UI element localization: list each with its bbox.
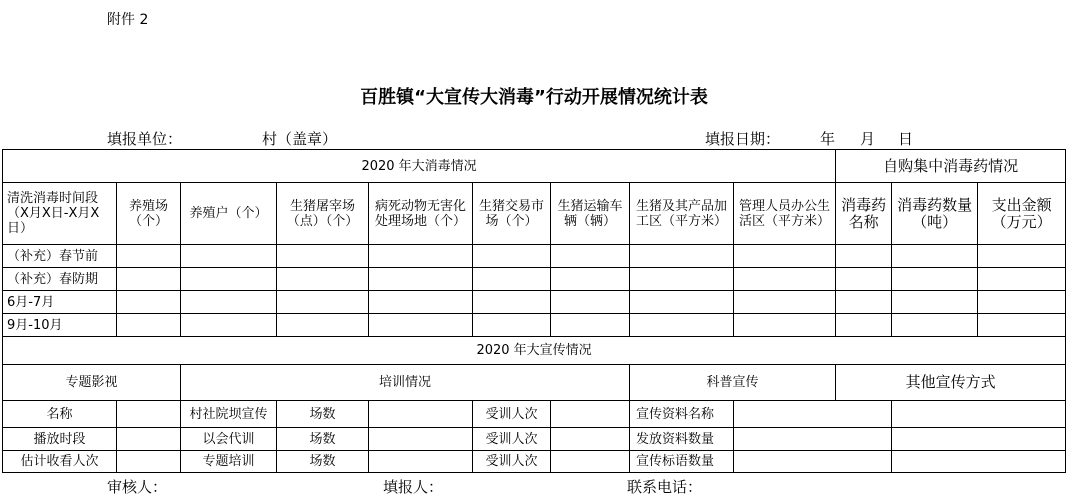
col-header-drug-name: 消毒药名称 [836, 183, 892, 245]
data-cell[interactable] [734, 428, 892, 451]
data-cell[interactable] [277, 268, 369, 291]
data-cell[interactable] [181, 291, 277, 314]
data-cell[interactable] [630, 245, 734, 268]
film-row-label: 估计收看人次 [3, 451, 117, 473]
disinfection-section-title: 2020 年大消毒情况 [3, 150, 836, 183]
col-header-disposal-site: 病死动物无害化处理场地（个） [369, 183, 473, 245]
data-cell[interactable] [734, 401, 892, 428]
fill-unit-label: 填报单位： [107, 130, 183, 148]
data-cell[interactable] [369, 428, 473, 451]
data-cell[interactable] [117, 314, 181, 337]
data-cell[interactable] [369, 451, 473, 473]
training-type-label: 村社院坝宣传 [181, 401, 277, 428]
data-cell[interactable] [369, 291, 473, 314]
col-header-processing-area: 生猪及其产品加工区（平方米） [630, 183, 734, 245]
data-cell[interactable] [551, 291, 630, 314]
data-cell[interactable] [551, 428, 630, 451]
date-day-label: 日 [898, 130, 914, 148]
training-type-label: 以会代训 [181, 428, 277, 451]
col-header-farm: 养殖场（个） [117, 183, 181, 245]
data-cell[interactable] [473, 314, 551, 337]
data-cell[interactable] [369, 401, 473, 428]
data-cell[interactable] [978, 291, 1066, 314]
col-header-period: 清洗消毒时间段（X月X日-X月X日） [3, 183, 117, 245]
period-row-label: 9月-10月 [3, 314, 117, 337]
data-cell[interactable] [836, 291, 892, 314]
data-cell[interactable] [734, 268, 836, 291]
trainees-label: 受训人次 [473, 401, 551, 428]
reviewer-label: 审核人： [107, 478, 168, 496]
col-header-pig-market: 生猪交易市场（个） [473, 183, 551, 245]
fill-date-label: 填报日期： [705, 130, 781, 148]
data-cell[interactable] [551, 268, 630, 291]
purchase-section-title: 自购集中消毒药情况 [836, 150, 1066, 183]
data-cell[interactable] [978, 314, 1066, 337]
data-cell[interactable] [630, 314, 734, 337]
data-cell[interactable] [181, 268, 277, 291]
data-cell[interactable] [892, 268, 978, 291]
data-cell[interactable] [836, 268, 892, 291]
data-cell[interactable] [473, 291, 551, 314]
data-cell[interactable] [117, 451, 181, 473]
data-cell[interactable] [836, 245, 892, 268]
data-cell[interactable] [630, 291, 734, 314]
data-cell[interactable] [978, 268, 1066, 291]
training-section-title: 培训情况 [181, 365, 630, 401]
science-row-label: 宣传资料名称 [630, 401, 734, 428]
data-cell[interactable] [892, 314, 978, 337]
science-section-title: 科普宣传 [630, 365, 836, 401]
trainees-label: 受训人次 [473, 451, 551, 473]
data-cell[interactable] [369, 245, 473, 268]
col-header-household: 养殖户（个） [181, 183, 277, 245]
data-cell[interactable] [473, 245, 551, 268]
data-cell[interactable] [277, 245, 369, 268]
period-row-label: （补充）春节前 [3, 245, 117, 268]
data-cell[interactable] [734, 314, 836, 337]
data-cell[interactable] [117, 428, 181, 451]
page-title: 百胜镇“大宣传大消毒”行动开展情况统计表 [360, 87, 708, 108]
data-cell[interactable] [734, 291, 836, 314]
sessions-label: 场数 [277, 401, 369, 428]
data-cell[interactable] [473, 268, 551, 291]
sessions-label: 场数 [277, 451, 369, 473]
col-header-expenditure: 支出金额（万元） [978, 183, 1066, 245]
col-header-office-area: 管理人员办公生活区（平方米） [734, 183, 836, 245]
fill-unit-value: 村（盖章） [262, 130, 338, 148]
data-cell[interactable] [117, 245, 181, 268]
contact-phone-label: 联系电话： [627, 478, 703, 496]
data-cell[interactable] [892, 245, 978, 268]
propaganda-section-title: 2020 年大宣传情况 [3, 337, 1066, 365]
data-cell[interactable] [978, 245, 1066, 268]
film-row-label: 名称 [3, 401, 117, 428]
sessions-label: 场数 [277, 428, 369, 451]
data-cell[interactable] [551, 401, 630, 428]
science-row-label: 发放资料数量 [630, 428, 734, 451]
data-cell[interactable] [836, 314, 892, 337]
data-cell[interactable] [892, 401, 1066, 428]
filler-label: 填报人： [383, 478, 444, 496]
col-header-slaughterhouse: 生猪屠宰场（点）（个） [277, 183, 369, 245]
data-cell[interactable] [117, 291, 181, 314]
film-section-title: 专题影视 [3, 365, 181, 401]
data-cell[interactable] [369, 268, 473, 291]
data-cell[interactable] [181, 314, 277, 337]
data-cell[interactable] [181, 245, 277, 268]
data-cell[interactable] [892, 451, 1066, 473]
film-row-label: 播放时段 [3, 428, 117, 451]
data-cell[interactable] [892, 428, 1066, 451]
col-header-transport-vehicle: 生猪运输车辆（辆） [551, 183, 630, 245]
period-row-label: 6月-7月 [3, 291, 117, 314]
data-cell[interactable] [734, 451, 892, 473]
other-section-title: 其他宣传方式 [836, 365, 1066, 401]
data-cell[interactable] [892, 291, 978, 314]
trainees-label: 受训人次 [473, 428, 551, 451]
data-cell[interactable] [117, 401, 181, 428]
data-cell[interactable] [277, 314, 369, 337]
statistics-table [2, 149, 1066, 473]
data-cell[interactable] [630, 268, 734, 291]
data-cell[interactable] [551, 451, 630, 473]
data-cell[interactable] [369, 314, 473, 337]
period-row-label: （补充）春防期 [3, 268, 117, 291]
science-row-label: 宣传标语数量 [630, 451, 734, 473]
data-cell[interactable] [551, 314, 630, 337]
date-year-label: 年 [820, 130, 836, 148]
data-cell[interactable] [277, 291, 369, 314]
training-type-label: 专题培训 [181, 451, 277, 473]
data-cell[interactable] [117, 268, 181, 291]
attachment-label: 附件 2 [107, 12, 149, 28]
date-month-label: 月 [860, 130, 876, 148]
data-cell[interactable] [734, 245, 836, 268]
col-header-drug-quantity: 消毒药数量（吨） [892, 183, 978, 245]
data-cell[interactable] [551, 245, 630, 268]
